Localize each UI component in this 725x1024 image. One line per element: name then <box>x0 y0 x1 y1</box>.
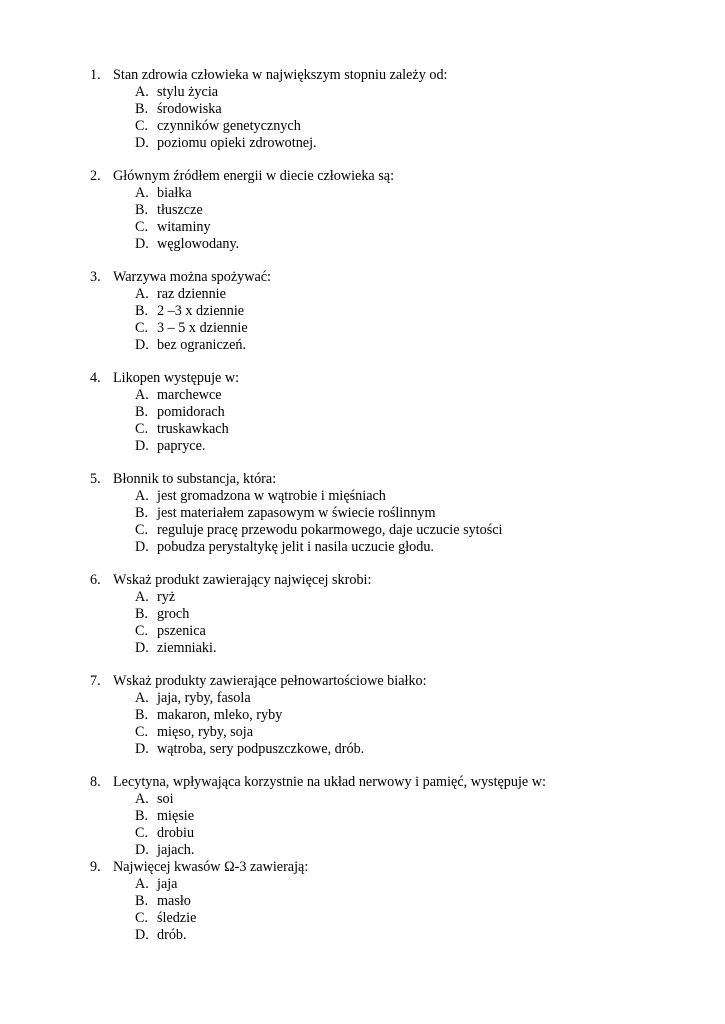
option-text: pszenica <box>157 623 206 639</box>
question-7 <box>0 673 725 758</box>
question-number: 6. <box>90 572 101 588</box>
option-letter: C. <box>135 825 149 841</box>
question-text: Najwięcej kwasów Ω-3 zawierają: <box>113 859 309 875</box>
option-letter: C. <box>135 724 149 740</box>
option-c <box>0 910 725 927</box>
option-text: makaron, mleko, ryby <box>157 707 283 723</box>
option-d <box>0 236 725 253</box>
option-text: soi <box>157 791 174 807</box>
option-letter: B. <box>135 303 149 319</box>
option-letter: D. <box>135 438 149 454</box>
question-6 <box>0 572 725 657</box>
question-number: 2. <box>90 168 101 184</box>
option-text: jaja <box>157 876 178 892</box>
option-d <box>0 337 725 354</box>
option-text: pomidorach <box>157 404 225 420</box>
question-number: 5. <box>90 471 101 487</box>
option-c <box>0 320 725 337</box>
option-letter: A. <box>135 387 149 403</box>
option-letter: B. <box>135 808 149 824</box>
option-text: jajach. <box>157 842 195 858</box>
question-text: Błonnik to substancja, która: <box>113 471 277 487</box>
option-c <box>0 825 725 842</box>
option-d <box>0 640 725 657</box>
option-text: mięso, ryby, soja <box>157 724 254 740</box>
question-number: 9. <box>90 859 101 875</box>
question-2 <box>0 168 725 253</box>
option-letter: B. <box>135 505 149 521</box>
option-text: drób. <box>157 927 187 943</box>
option-letter: C. <box>135 522 149 538</box>
option-letter: A. <box>135 488 149 504</box>
option-b <box>0 404 725 421</box>
option-text: ryż <box>157 589 176 605</box>
option-text: ziemniaki. <box>157 640 217 656</box>
option-c <box>0 219 725 236</box>
option-text: stylu życia <box>157 84 219 100</box>
option-text: 3 – 5 x dziennie <box>157 320 248 336</box>
option-a <box>0 84 725 101</box>
option-text: bez ograniczeń. <box>157 337 247 353</box>
option-c <box>0 118 725 135</box>
question-number: 3. <box>90 269 101 285</box>
option-letter: A. <box>135 876 149 892</box>
option-b <box>0 303 725 320</box>
option-letter: A. <box>135 84 149 100</box>
option-d <box>0 135 725 152</box>
option-a <box>0 185 725 202</box>
option-text: pobudza perystaltykę jelit i nasila uczucie głodu. <box>157 539 434 555</box>
option-text: środowiska <box>157 101 222 117</box>
option-letter: D. <box>135 842 149 858</box>
option-a <box>0 690 725 707</box>
option-text: jest gromadzona w wątrobie i mięśniach <box>157 488 386 504</box>
question-9 <box>0 859 725 944</box>
option-text: papryce. <box>157 438 206 454</box>
option-letter: A. <box>135 690 149 706</box>
option-text: mięsie <box>157 808 195 824</box>
question-text: Stan zdrowia człowieka w największym stopniu zależy od: <box>113 67 448 83</box>
option-c <box>0 623 725 640</box>
option-text: czynników genetycznych <box>157 118 301 134</box>
option-d <box>0 539 725 556</box>
option-b <box>0 606 725 623</box>
option-d <box>0 741 725 758</box>
question-text: Wskaż produkty zawierające pełnowartościowe białko: <box>113 673 427 689</box>
option-c <box>0 522 725 539</box>
option-text: jest materiałem zapasowym w świecie roślinnym <box>157 505 436 521</box>
option-a <box>0 791 725 808</box>
option-text: witaminy <box>157 219 211 235</box>
option-b <box>0 202 725 219</box>
option-letter: D. <box>135 539 149 555</box>
option-c <box>0 724 725 741</box>
option-text: poziomu opieki zdrowotnej. <box>157 135 317 151</box>
option-text: tłuszcze <box>157 202 203 218</box>
option-text: drobiu <box>157 825 195 841</box>
question-number: 1. <box>90 67 101 83</box>
option-letter: A. <box>135 589 149 605</box>
option-letter: C. <box>135 623 149 639</box>
option-d <box>0 842 725 859</box>
option-a <box>0 876 725 893</box>
question-number: 7. <box>90 673 101 689</box>
option-text: groch <box>157 606 190 622</box>
option-a <box>0 589 725 606</box>
option-letter: C. <box>135 320 149 336</box>
option-c <box>0 421 725 438</box>
question-8 <box>0 774 725 859</box>
question-4 <box>0 370 725 455</box>
option-a <box>0 286 725 303</box>
question-number: 8. <box>90 774 101 790</box>
option-letter: A. <box>135 791 149 807</box>
option-text: marchewce <box>157 387 222 403</box>
option-b <box>0 505 725 522</box>
option-letter: B. <box>135 202 149 218</box>
option-b <box>0 707 725 724</box>
option-letter: C. <box>135 421 149 437</box>
option-a <box>0 387 725 404</box>
question-number: 4. <box>90 370 101 386</box>
option-letter: A. <box>135 185 149 201</box>
question-text: Głównym źródłem energii w diecie człowieka są: <box>113 168 395 184</box>
option-letter: A. <box>135 286 149 302</box>
option-text: reguluje pracę przewodu pokarmowego, daje uczucie sytości <box>157 522 503 538</box>
option-text: śledzie <box>157 910 197 926</box>
option-letter: B. <box>135 404 149 420</box>
option-text: węglowodany. <box>157 236 240 252</box>
option-letter: D. <box>135 741 149 757</box>
option-letter: D. <box>135 927 149 943</box>
option-letter: C. <box>135 219 149 235</box>
option-letter: B. <box>135 707 149 723</box>
option-d <box>0 438 725 455</box>
option-text: wątroba, sery podpuszczkowe, drób. <box>157 741 365 757</box>
option-text: masło <box>157 893 191 909</box>
option-letter: D. <box>135 337 149 353</box>
option-text: białka <box>157 185 192 201</box>
option-b <box>0 808 725 825</box>
option-letter: D. <box>135 640 149 656</box>
option-letter: C. <box>135 910 149 926</box>
question-text: Warzywa można spożywać: <box>113 269 272 285</box>
option-letter: D. <box>135 135 149 151</box>
option-text: 2 –3 x dziennie <box>157 303 245 319</box>
option-letter: B. <box>135 606 149 622</box>
option-letter: C. <box>135 118 149 134</box>
option-a <box>0 488 725 505</box>
option-b <box>0 101 725 118</box>
option-b <box>0 893 725 910</box>
question-text: Likopen występuje w: <box>113 370 240 386</box>
option-text: raz dziennie <box>157 286 226 302</box>
option-letter: D. <box>135 236 149 252</box>
question-3 <box>0 269 725 354</box>
question-text: Lecytyna, wpływająca korzystnie na układ nerwowy i pamięć, występuje w: <box>113 774 546 790</box>
question-5 <box>0 471 725 556</box>
option-text: truskawkach <box>157 421 229 437</box>
question-text: Wskaż produkt zawierający najwięcej skrobi: <box>113 572 372 588</box>
option-letter: B. <box>135 101 149 117</box>
option-text: jaja, ryby, fasola <box>157 690 251 706</box>
option-d <box>0 927 725 944</box>
question-1 <box>0 67 725 152</box>
option-letter: B. <box>135 893 149 909</box>
